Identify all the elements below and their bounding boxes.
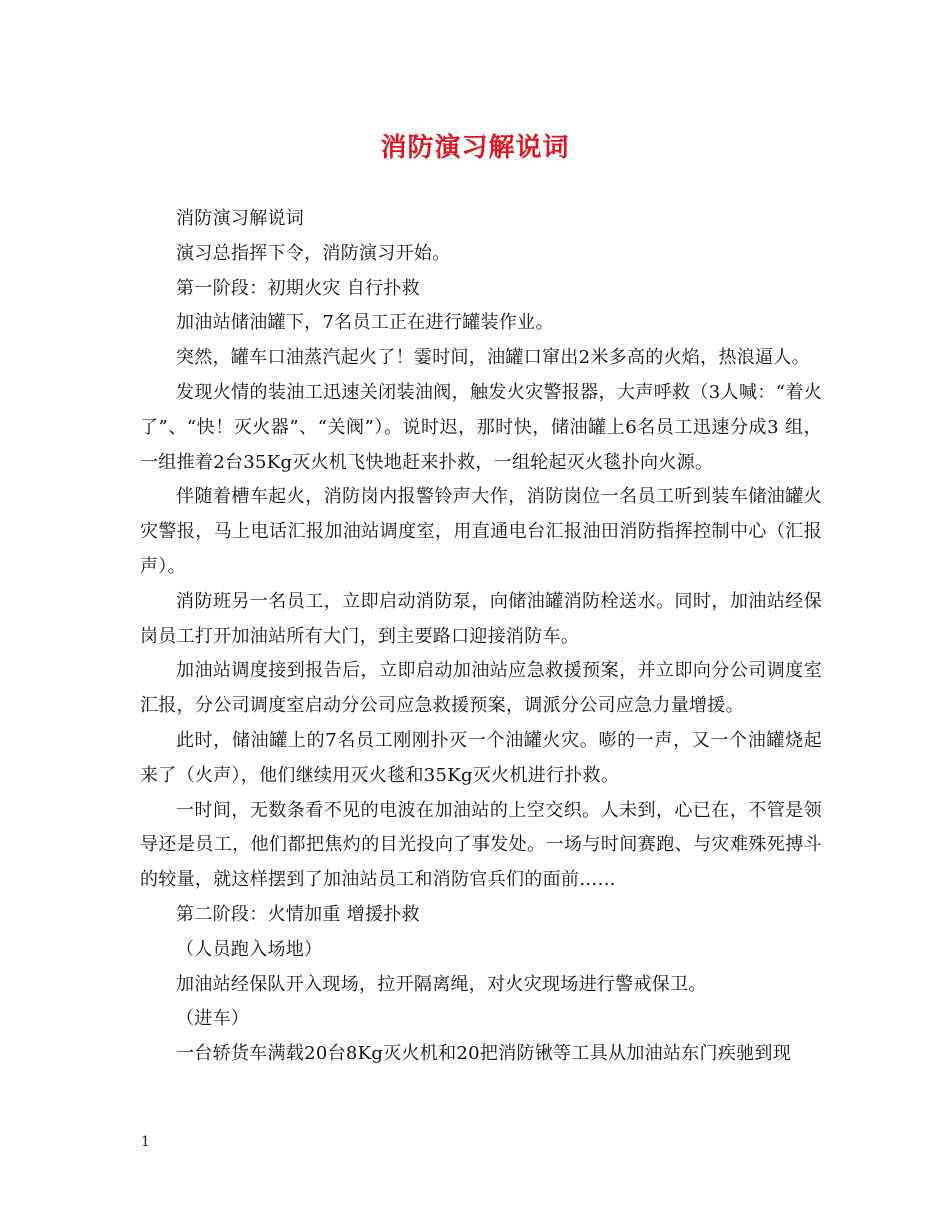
page-number: 1 — [141, 1134, 150, 1150]
paragraph: 消防班另一名员工，立即启动消防泵，向储油罐消防栓送水。同时，加油站经保岗员工打开加油站所有大门，到主要路口迎接消防车。 — [140, 590, 822, 647]
paragraph: 演习总指挥下令，消防演习开始。 — [176, 242, 451, 264]
document-title: 消防演习解说词 — [380, 133, 570, 163]
paragraph: 一台轿货车满载20台8Kg灭火机和20把消防锹等工具从加油站东门疾驰到现 — [176, 1043, 792, 1065]
paragraph: 第一阶段：初期火灾 自行扑救 — [176, 277, 420, 299]
paragraph: 突然，罐车口油蒸汽起火了！霎时间，油罐口窜出2米多高的火焰，热浪逼人。 — [176, 347, 810, 369]
paragraph: 发现火情的装油工迅速关闭装油阀，触发火灾警报器，大声呼救（3人喊：“着火了”、“快！灭火器”、“关阀”）。说时迟，那时快，储油罐上6名员工迅速分成3 组，一组推着2台35Kg灭火机飞快地赶来扑救，一组轮起灭火毯扑向火源。 — [140, 381, 822, 473]
document-body — [140, 202, 822, 1072]
paragraph: 加油站调度接到报告后，立即启动加油站应急救援预案，并立即向分公司调度室汇报，分公司调度室启动分公司应急救援预案，调派分公司应急力量增援。 — [140, 660, 822, 717]
paragraph: 加油站经保队开入现场，拉开隔离绳，对火灾现场进行警戒保卫。 — [176, 973, 707, 995]
paragraph: 伴随着槽车起火，消防岗内报警铃声大作，消防岗位一名员工听到装车储油罐火灾警报，马上电话汇报加油站调度室，用直通电台汇报油田消防指挥控制中心（汇报声）。 — [140, 486, 822, 577]
paragraph: 第二阶段：火情加重 增援扑救 — [176, 903, 420, 925]
paragraph: （人员跑入场地） — [176, 938, 323, 960]
paragraph: 一时间，无数条看不见的电波在加油站的上空交织。人未到，心已在，不管是领导还是员工，他们都把焦灼的目光投向了事发处。一场与时间赛跑、与灾难殊死搏斗的较量，就这样摆到了加油站员工和消防官兵们的面前…… — [140, 799, 822, 891]
paragraph: 加油站储油罐下，7名员工正在进行罐装作业。 — [176, 312, 554, 334]
paragraph: 消防演习解说词 — [176, 208, 305, 229]
paragraph: （进车） — [176, 1008, 250, 1030]
paragraph: 此时，储油罐上的7名员工刚刚扑灭一个油罐火灾。嘭的一声，又一个油罐烧起来了（火声），他们继续用灭火毯和35Kg灭火机进行扑救。 — [140, 729, 822, 786]
